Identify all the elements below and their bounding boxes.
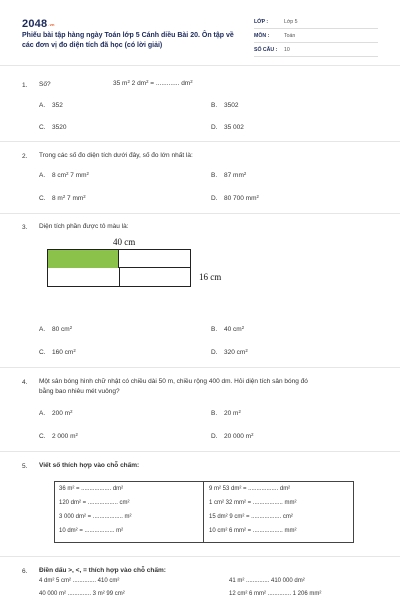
fill-column-right [205,482,354,542]
compare-row[interactable]: 4 dm² 5 cm² .............. 410 cm² [39,578,120,584]
info-label: LỚP : [254,19,269,25]
question-text: Số? [39,81,51,88]
fill-row[interactable]: 10 dm² = .................. m² [59,528,124,534]
option-a[interactable]: A. 200 $m^2$ [39,408,73,417]
question-divider [0,556,400,557]
fill-row[interactable]: 1 cm² 32 mm² = .................. mm² [209,500,297,506]
fill-row[interactable]: 15 dm² 9 cm² = .................. cm² [209,514,293,520]
compare-row[interactable]: 41 m² .............. 410 000 dm² [229,578,305,584]
question-divider [0,141,400,142]
question-number: 3. [22,224,28,231]
question-number: 4. [22,379,28,386]
rectangle-top-row [48,250,190,268]
option-a[interactable]: A. 8 $cm^2$ 7 $mm^2$ [39,170,89,179]
header-divider [0,65,400,66]
shaded-cell [48,250,119,268]
question-text: Viết số thích hợp vào chỗ chấm: [39,462,140,469]
fill-column-left [55,482,204,542]
unshaded-cell [119,250,190,268]
info-label: MÔN : [254,33,270,39]
option-c[interactable]: C. 8 $m^2$ 7 $mm^2$ [39,193,86,202]
info-value: 10 [284,47,290,53]
question-text: Diện tích phần được tô màu là: [39,223,129,230]
question-number: 1. [22,82,28,89]
compare-row[interactable]: 12 cm² 6 mm² .............. 1 206 mm² [229,591,322,597]
option-a[interactable]: A. 80 $cm^2$ [39,324,73,333]
question-text-line: Một sân bóng hình chữ nhật có chiều dài 50 m, chiều rộng 400 dm. Hỏi diện tích sân bóng đó [39,378,308,385]
info-label: SỐ CÂU : [254,47,278,53]
question-text [39,377,384,397]
fill-row[interactable]: 3 000 dm² = .................. m² [59,514,132,520]
option-b[interactable]: B. 40 $cm^2$ [211,324,245,333]
question-divider [0,213,400,214]
rectangle-figure [47,249,191,287]
question-divider [0,451,400,452]
width-label: 40 cm [113,237,136,247]
option-b[interactable]: B. 3502 [211,102,239,109]
option-b[interactable]: B. 20 $m^2$ [211,408,241,417]
option-a[interactable]: A. 352 [39,102,63,109]
question-text: Trong các số đo diện tích dưới đây, số đo lớn nhất là: [39,152,193,159]
option-c[interactable]: C. 160 $cm^2$ [39,347,76,356]
fill-row[interactable]: 10 cm² 6 mm² = .................. mm² [209,528,297,534]
option-c[interactable]: C. 2 000 $m^2$ [39,431,78,440]
logo-main: 2048 [22,18,48,30]
site-logo[interactable] [22,18,55,30]
rectangle-divider-line [119,268,120,286]
compare-row[interactable]: 40 000 m² .............. 3 m² 99 cm² [39,591,125,597]
fill-row[interactable]: 120 dm² = .................. cm² [59,500,130,506]
option-d[interactable]: D. 320 $cm^2$ [211,347,248,356]
option-d[interactable]: D. 80 700 $mm^2$ [211,193,259,202]
info-subject [254,31,378,43]
question-text: Điền dấu >, <, = thích hợp vào chỗ chấm: [39,567,166,574]
info-question-count [254,45,378,57]
question-number: 2. [22,153,28,160]
fill-row[interactable]: 9 m² 53 dm² = .................. dm² [209,486,291,492]
logo-suffix: .vn [48,22,55,27]
option-d[interactable]: D. 20 000 $m^2$ [211,431,254,440]
fill-in-table [54,481,354,543]
question-number: 6. [22,568,28,575]
info-class [254,17,378,29]
height-label: 16 cm [199,272,222,282]
option-d[interactable]: D. 35 002 [211,124,244,131]
question-number: 5. [22,463,28,470]
option-b[interactable]: B. 87 $mm^2$ [211,170,247,179]
option-c[interactable]: C. 3520 [39,124,67,131]
question-divider [0,367,400,368]
question-text-line: bằng bao nhiêu mét vuông? [39,388,120,395]
document-title: Phiếu bài tập hàng ngày Toán lớp 5 Cánh diều Bài 20. Ôn tập về các đơn vị đo diện tích đã học (có lời giải) [22,32,234,49]
fill-row[interactable]: 36 m² = .................. dm² [59,486,124,492]
question-expression: 35 $m^2$ 2 $dm^2$ = ............. $dm^2$ [113,78,193,87]
info-value: Lớp 5 [284,19,298,25]
info-value: Toán [284,33,296,39]
